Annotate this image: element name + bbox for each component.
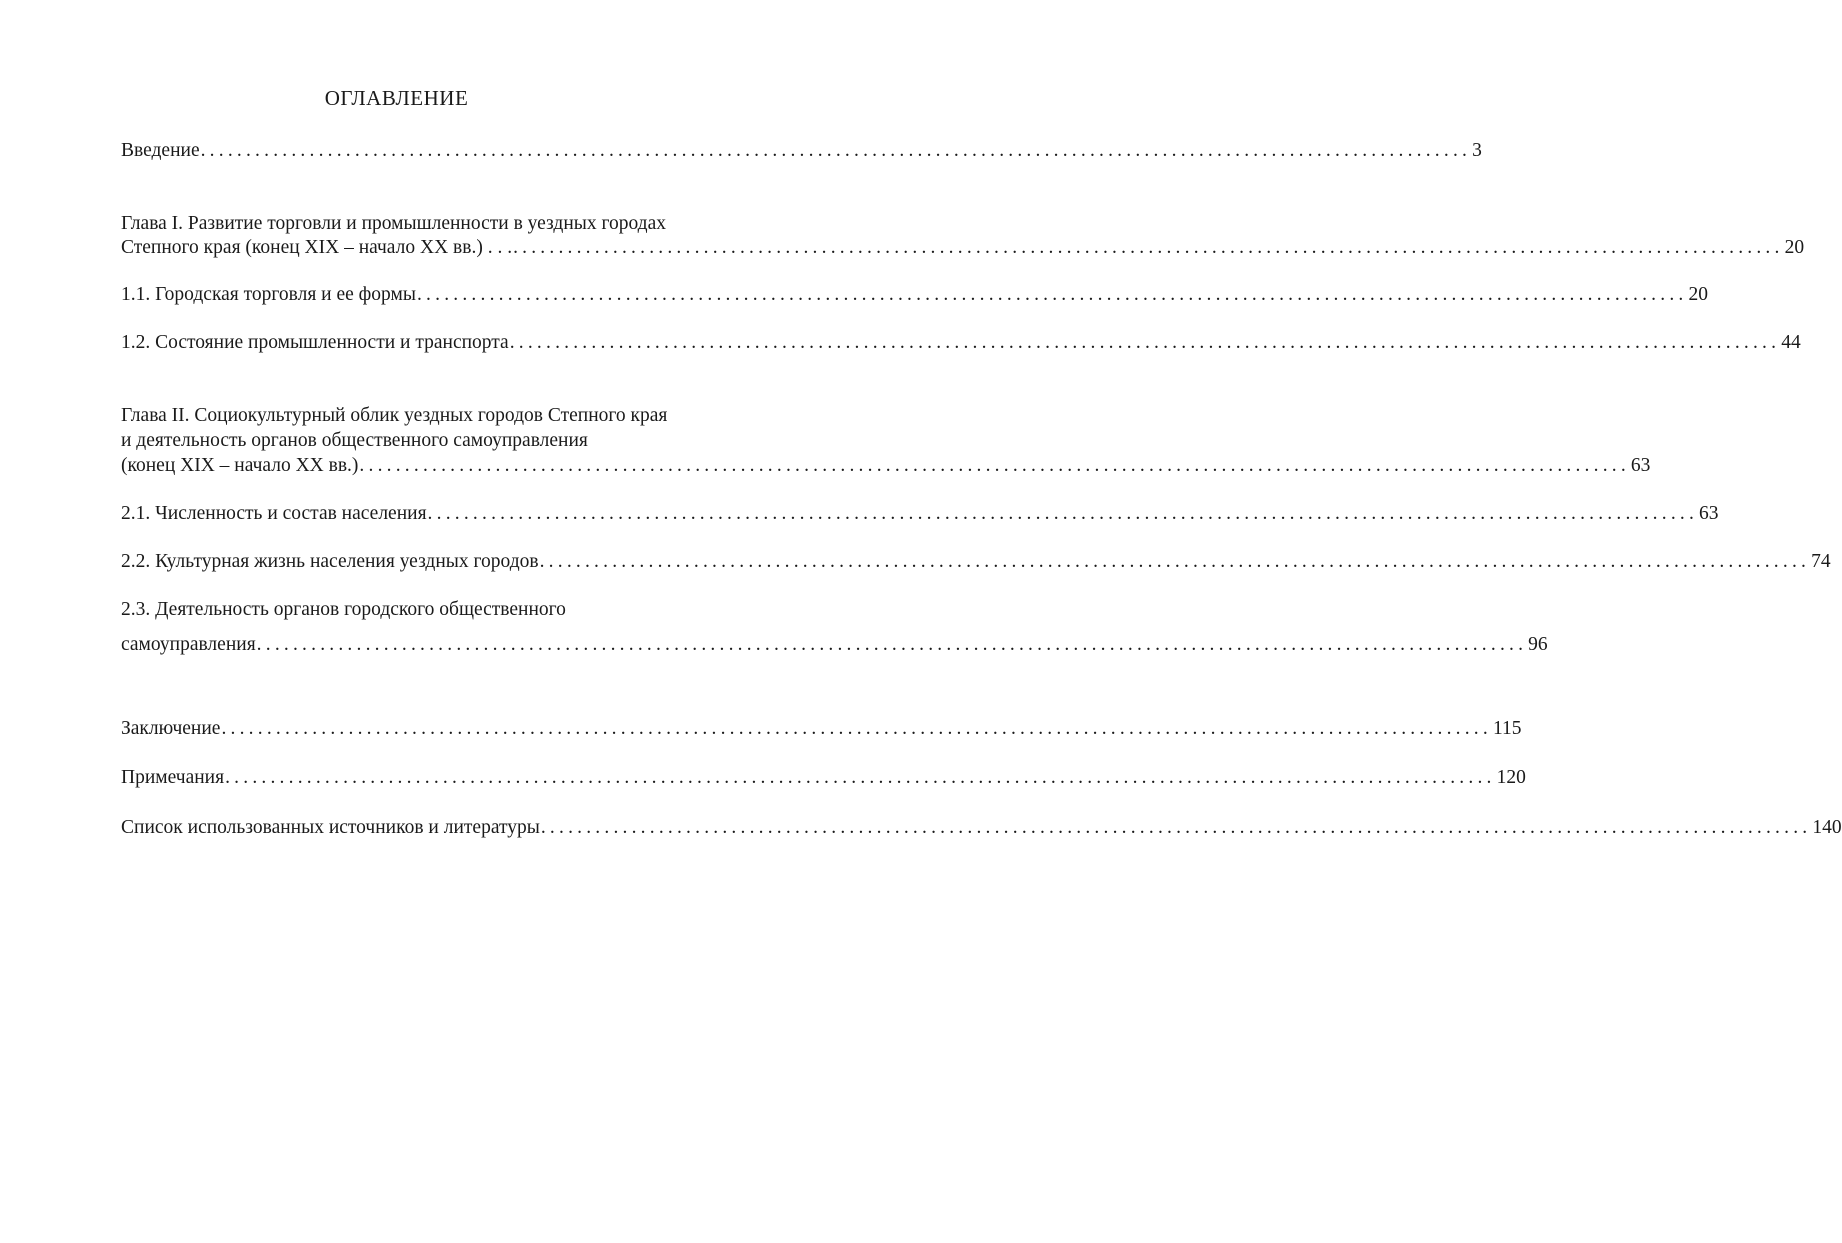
toc-title: ОГЛАВЛЕНИЕ [324,86,469,110]
toc-entry-introduction [121,139,1482,163]
toc-entry-label: 2.1. Численность и состав населения [121,503,427,524]
dot-leader: ............................................................................................................................................ [509,332,1781,353]
toc-entry-label: Заключение [121,718,221,739]
toc-page-number: 96 [1528,634,1548,655]
toc-entry-label: (конец XIX – начало XX вв.) [121,455,359,476]
toc-section-2-3-line-1: 2.3. Деятельность органов городского общественного [121,599,566,620]
toc-page-number: 44 [1781,332,1801,353]
toc-entry-label: 1.1. Городская торговля и ее формы [121,284,416,305]
dot-leader: ............................................................................................................................................ [539,551,1811,572]
toc-chapter-2-line-1: Глава II. Социокультурный облик уездных городов Степного края [121,405,668,426]
dot-leader: ............................................................................................................................................ [540,817,1812,838]
dot-leader: ............................................................................................................................................ [221,718,1492,739]
toc-entry-label: 1.2. Состояние промышленности и транспорта [121,332,509,353]
dot-leader: ............................................................................................................................................ [359,455,1630,476]
toc-entry-chapter-1 [121,236,1805,260]
toc-entry-section-1-2 [121,331,1801,355]
toc-chapter-2-line-2: и деятельность органов общественного самоуправления [121,430,588,451]
toc-entry-label: самоуправления [121,634,256,655]
toc-entry-label: Примечания [121,767,225,788]
toc-entry-conclusion [121,717,1522,741]
toc-chapter-1-line-1: Глава I. Развитие торговли и промышленности в уездных городах [121,213,667,234]
toc-entry-label: Степного края (конец XIX – начало XX вв.) . . . [121,237,513,258]
toc-page-number: 115 [1492,718,1522,739]
toc-entry-label: 2.2. Культурная жизнь населения уездных городов [121,551,539,572]
toc-page-number: 20 [1784,237,1805,258]
toc-page-number: 140 [1812,817,1842,838]
toc-page-number: 63 [1630,455,1651,476]
toc-page-number: 3 [1472,140,1482,161]
toc-entry-label: Список использованных источников и литературы [121,817,540,838]
toc-entry-chapter-2 [121,454,1651,478]
toc-entry-label: Введение [121,140,200,161]
toc-page-number: 120 [1496,767,1526,788]
toc-entry-section-2-3 [121,633,1548,657]
dot-leader: ............................................................................................................................................ [200,140,1472,161]
toc-entry-section-1-1 [121,283,1708,307]
toc-entry-section-2-2 [121,550,1831,574]
dot-leader: ............................................................................................................................................ [225,767,1496,788]
toc-entry-sources [121,816,1842,840]
toc-entry-section-2-1 [121,502,1719,526]
dot-leader: ............................................................................................................................................ [427,503,1699,524]
toc-page-number: 20 [1688,284,1708,305]
dot-leader: ............................................................................................................................................ [513,237,1784,258]
toc-page-number: 63 [1699,503,1719,524]
toc-page-number: 74 [1811,551,1831,572]
dot-leader: ............................................................................................................................................ [256,634,1528,655]
toc-entry-notes [121,766,1526,790]
dot-leader: ............................................................................................................................................ [416,284,1688,305]
